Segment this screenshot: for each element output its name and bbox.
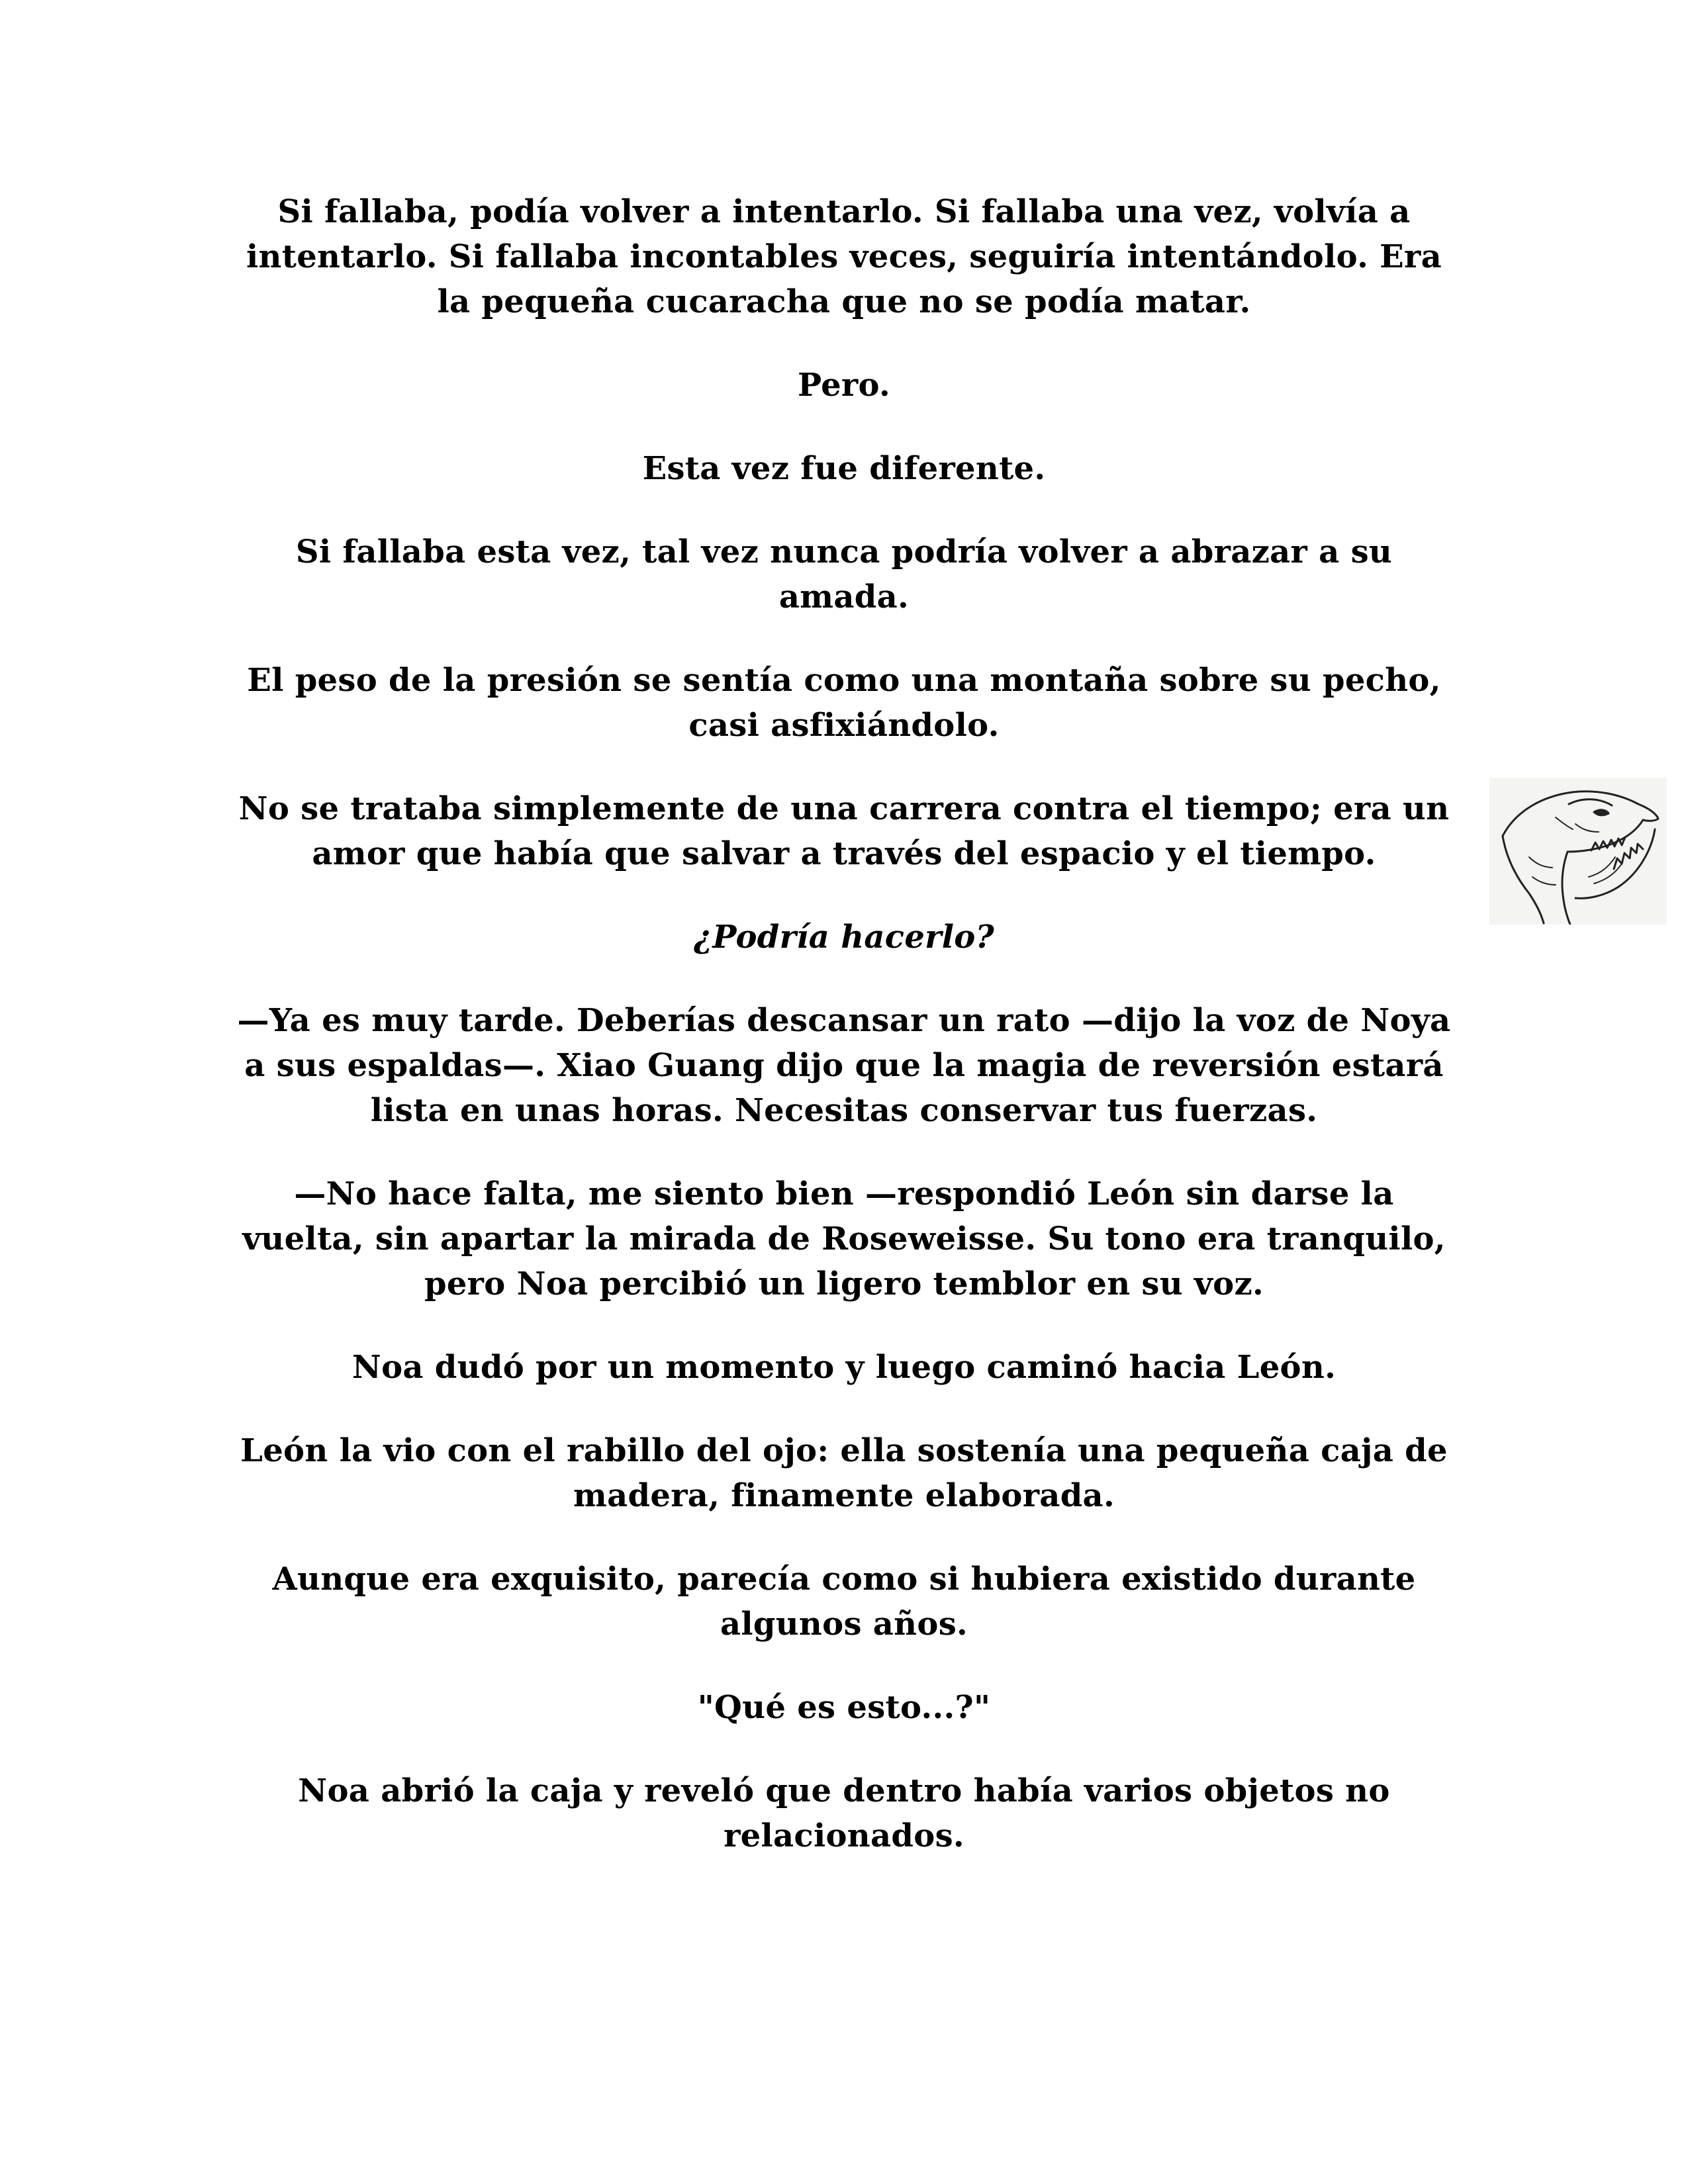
paragraph-12: Aunque era exquisito, parecía como si hubiera existido durante algunos años.: [272, 1561, 1416, 1643]
paragraph-11: León la vio con el rabillo del ojo: ella sostenía una pequeña caja de madera, finamente elaborada.: [240, 1432, 1448, 1514]
paragraph-4: Si fallaba esta vez, tal vez nunca podría volver a abrazar a su amada.: [295, 533, 1393, 615]
paragraph-7-italic: ¿Podría hacerlo?: [693, 919, 995, 956]
paragraph-10: Noa dudó por un momento y luego caminó hacia León.: [352, 1349, 1336, 1386]
paragraph-14: Noa abrió la caja y reveló que dentro había varios objetos no relacionados.: [298, 1772, 1390, 1854]
paragraph-13: "Qué es esto...?": [697, 1689, 991, 1726]
paragraph-6: No se trataba simplemente de una carrera contra el tiempo; era un amor que había que salvar a través del espacio y el tiempo.: [238, 790, 1450, 872]
text-column: [235, 189, 1453, 1897]
paragraph-5: El peso de la presión se sentía como una montaña sobre su pecho, casi asfixiándolo.: [247, 662, 1441, 744]
paragraph-8: —Ya es muy tarde. Deberías descansar un rato —dijo la voz de Noya a sus espaldas—. Xiao Guang dijo que la magia de reversión estará lista en unas horas. Necesitas conservar tus fuerzas.: [237, 1002, 1451, 1129]
paragraph-2: Pero.: [797, 367, 890, 404]
paragraph-3: Esta vez fue diferente.: [642, 450, 1046, 487]
paragraph-1: Si fallaba, podía volver a intentarlo. Si fallaba una vez, volvía a intentarlo. Si fallaba incontables veces, seguiría intentándolo. Era la pequeña cucaracha que no se podía matar.: [246, 193, 1442, 320]
dinosaur-head-sketch-icon: [1489, 778, 1667, 925]
paragraph-9: —No hace falta, me siento bien —respondió León sin darse la vuelta, sin apartar la mirada de Roseweisse. Su tono era tranquilo, pero Noa percibió un ligero temblor en su voz.: [242, 1175, 1446, 1302]
